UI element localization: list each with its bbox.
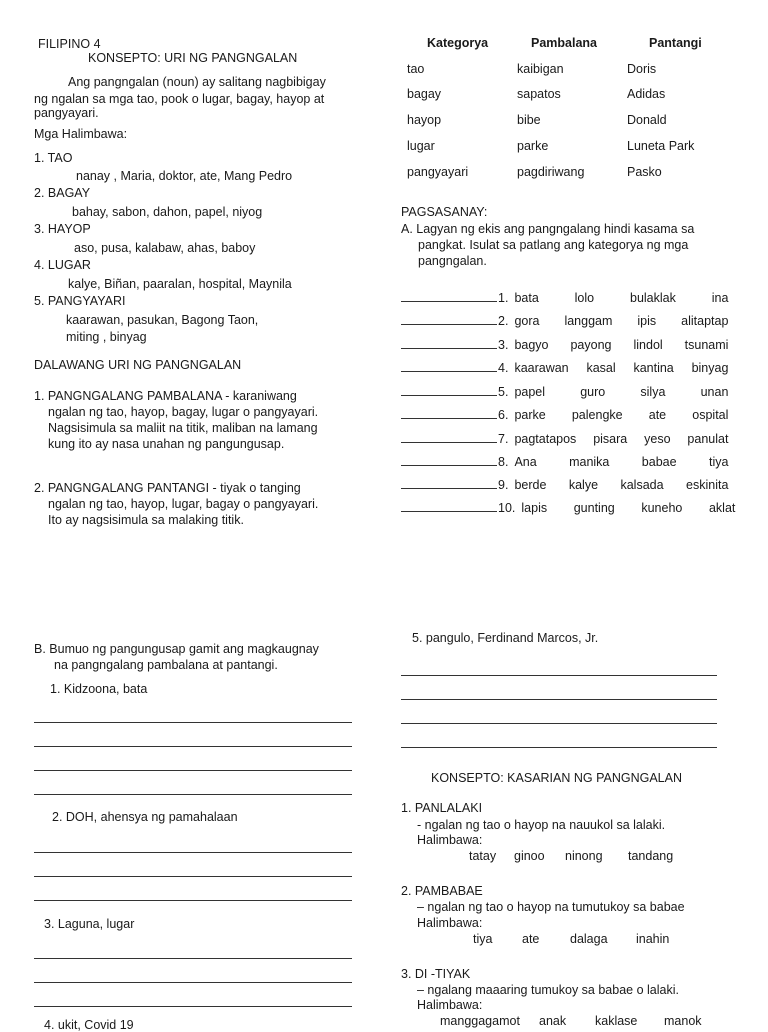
answer-line[interactable] bbox=[34, 770, 352, 771]
kind2-text: Ito ay nagsisimula sa malaking titik. bbox=[48, 513, 244, 527]
gender-example: kaklase bbox=[595, 1014, 638, 1028]
exercise-a-item bbox=[401, 337, 731, 352]
answer-blank[interactable] bbox=[401, 384, 497, 396]
gender-examples-label: Halimbawa: bbox=[417, 833, 483, 847]
table-cell: Doris bbox=[627, 62, 657, 76]
table-header: Pambalana bbox=[531, 36, 598, 50]
answer-blank[interactable] bbox=[401, 477, 497, 489]
category-examples: kalye, Biñan, paaralan, hospital, Maynila bbox=[68, 277, 292, 291]
category-heading: 5. PANGYAYARI bbox=[34, 294, 126, 308]
gender-example: manggagamot bbox=[440, 1014, 520, 1028]
item-number: 10. bbox=[498, 501, 516, 515]
table-cell: Adidas bbox=[627, 87, 666, 101]
word-choice[interactable]: ipis bbox=[637, 314, 657, 328]
word-choice[interactable]: ospital bbox=[692, 408, 729, 422]
word-choice[interactable]: ate bbox=[648, 408, 667, 422]
concept-title: KONSEPTO: URI NG PANGNGALAN bbox=[88, 51, 298, 65]
category-examples: nanay , Maria, doktor, ate, Mang Pedro bbox=[76, 169, 293, 183]
exercise-a-item bbox=[401, 384, 731, 399]
exercise-a-item bbox=[401, 360, 731, 375]
word-group bbox=[514, 314, 728, 328]
answer-line[interactable] bbox=[401, 675, 717, 676]
category-examples: miting , binyag bbox=[66, 330, 147, 344]
word-choice[interactable]: kantina bbox=[633, 361, 674, 375]
category-heading: 3. HAYOP bbox=[34, 222, 91, 236]
word-choice[interactable]: lindol bbox=[633, 338, 663, 352]
item-number: 8. bbox=[498, 455, 509, 469]
gender-example: ninong bbox=[565, 849, 603, 863]
exercise-b-item: 1. Kidzoona, bata bbox=[50, 682, 148, 696]
word-group bbox=[514, 361, 728, 375]
answer-line[interactable] bbox=[34, 746, 352, 747]
category-heading: 4. LUGAR bbox=[34, 258, 91, 272]
item-number: 3. bbox=[498, 338, 509, 352]
word-choice[interactable]: gunting bbox=[573, 501, 615, 515]
word-choice[interactable]: lapis bbox=[521, 501, 548, 515]
kind1-text: 1. PANGNGALANG PAMBALANA - karaniwang bbox=[34, 389, 297, 403]
exercise-a-item bbox=[401, 454, 731, 469]
word-choice[interactable]: bulaklak bbox=[630, 291, 676, 305]
word-group bbox=[514, 478, 728, 492]
answer-blank[interactable] bbox=[401, 500, 497, 512]
exercise-a-instruction: pangkat. Isulat sa patlang ang kategorya ng mga bbox=[418, 238, 689, 252]
word-choice[interactable]: payong bbox=[570, 338, 612, 352]
table-cell: pangyayari bbox=[407, 165, 469, 179]
exercise-a-item bbox=[401, 290, 731, 305]
table-cell: parke bbox=[517, 139, 549, 153]
word-choice[interactable]: aklat bbox=[708, 501, 736, 515]
gender-example: ate bbox=[522, 932, 540, 946]
exercise-a-item bbox=[401, 500, 736, 515]
exercise-b-item: 4. ukit, Covid 19 bbox=[44, 1018, 134, 1032]
word-choice[interactable]: kasal bbox=[586, 361, 616, 375]
answer-line[interactable] bbox=[34, 722, 352, 723]
answer-line[interactable] bbox=[34, 876, 352, 877]
table-cell: hayop bbox=[407, 113, 442, 127]
word-choice[interactable]: babae bbox=[641, 455, 677, 469]
word-choice[interactable]: gora bbox=[514, 314, 540, 328]
answer-line[interactable] bbox=[401, 699, 717, 700]
word-choice[interactable]: ina bbox=[711, 291, 729, 305]
exercise-b-item: 3. Laguna, lugar bbox=[44, 917, 135, 931]
exercise-a-item bbox=[401, 477, 731, 492]
word-choice[interactable]: Ana bbox=[514, 455, 537, 469]
word-choice[interactable]: panulat bbox=[687, 432, 729, 446]
answer-line[interactable] bbox=[34, 900, 352, 901]
word-choice[interactable]: pisara bbox=[593, 432, 628, 446]
intro-text: pangyayari. bbox=[34, 106, 99, 120]
category-heading: 2. BAGAY bbox=[34, 186, 91, 200]
word-choice[interactable]: kalye bbox=[568, 478, 599, 492]
answer-blank[interactable] bbox=[401, 290, 497, 302]
word-choice[interactable]: lolo bbox=[574, 291, 595, 305]
gender-description: – ngalan ng tao o hayop na tumutukoy sa babae bbox=[417, 900, 685, 914]
answer-blank[interactable] bbox=[401, 407, 497, 419]
gender-heading: 3. DI -TIYAK bbox=[401, 967, 471, 981]
answer-blank[interactable] bbox=[401, 454, 497, 466]
word-choice[interactable]: binyag bbox=[691, 361, 729, 375]
two-kinds-title: DALAWANG URI NG PANGNGALAN bbox=[34, 358, 242, 372]
exercise-a-instruction: A. Lagyan ng ekis ang pangngalang hindi kasama sa bbox=[401, 222, 695, 236]
word-choice[interactable]: silya bbox=[640, 385, 666, 399]
word-choice[interactable]: eskinita bbox=[686, 478, 729, 492]
exercise-b-instruction: B. Bumuo ng pangungusap gamit ang magkaugnay bbox=[34, 642, 319, 656]
item-number: 9. bbox=[498, 478, 509, 492]
word-group bbox=[514, 408, 728, 422]
word-choice[interactable]: bata bbox=[514, 291, 539, 305]
answer-blank[interactable] bbox=[401, 337, 497, 349]
word-choice[interactable]: manika bbox=[569, 455, 610, 469]
word-group bbox=[521, 501, 735, 515]
answer-line[interactable] bbox=[401, 747, 717, 748]
exercise-b-instruction: na pangngalang pambalana at pantangi. bbox=[54, 658, 278, 672]
gender-heading: 1. PANLALAKI bbox=[401, 801, 483, 815]
item-number: 4. bbox=[498, 361, 509, 375]
gender-description: - ngalan ng tao o hayop na nauukol sa lalaki. bbox=[417, 818, 666, 832]
gender-example: inahin bbox=[636, 932, 670, 946]
gender-concept-title: KONSEPTO: KASARIAN NG PANGNGALAN bbox=[431, 771, 682, 785]
category-examples: kaarawan, pasukan, Bagong Taon, bbox=[66, 313, 259, 327]
word-choice[interactable]: papel bbox=[514, 385, 546, 399]
word-group bbox=[514, 432, 728, 446]
gender-example: manok bbox=[664, 1014, 702, 1028]
gender-example: tatay bbox=[469, 849, 497, 863]
item-number: 6. bbox=[498, 408, 509, 422]
table-header: Kategorya bbox=[427, 36, 489, 50]
table-cell: Pasko bbox=[627, 165, 662, 179]
table-cell: bagay bbox=[407, 87, 442, 101]
exercise-a-item bbox=[401, 313, 731, 328]
word-group bbox=[514, 291, 728, 305]
item-number: 5. bbox=[498, 385, 509, 399]
item-number: 1. bbox=[498, 291, 509, 305]
category-examples: aso, pusa, kalabaw, ahas, baboy bbox=[74, 241, 256, 255]
exercise-b-item: 5. pangulo, Ferdinand Marcos, Jr. bbox=[412, 631, 599, 645]
answer-blank[interactable] bbox=[401, 313, 497, 325]
gender-example: dalaga bbox=[570, 932, 608, 946]
table-cell: bibe bbox=[517, 113, 541, 127]
gender-examples-label: Halimbawa: bbox=[417, 998, 483, 1012]
word-group bbox=[514, 385, 728, 399]
table-cell: tao bbox=[407, 62, 425, 76]
table-cell: pagdiriwang bbox=[517, 165, 585, 179]
word-choice[interactable]: alitaptap bbox=[681, 314, 729, 328]
word-choice[interactable]: berde bbox=[514, 478, 547, 492]
word-choice[interactable]: tiya bbox=[708, 455, 729, 469]
gender-example: ginoo bbox=[514, 849, 545, 863]
word-choice[interactable]: tsunami bbox=[684, 338, 729, 352]
answer-line[interactable] bbox=[34, 794, 352, 795]
gender-example: tandang bbox=[628, 849, 674, 863]
kind1-text: ngalan ng tao, hayop, bagay, lugar o pangyayari. bbox=[48, 405, 319, 419]
item-number: 7. bbox=[498, 432, 509, 446]
answer-line[interactable] bbox=[34, 1006, 352, 1007]
kind1-text: kung ito ay nasa unahan ng pangungusap. bbox=[48, 437, 285, 451]
word-choice[interactable]: kalsada bbox=[620, 478, 664, 492]
exercise-a-instruction: pangngalan. bbox=[418, 254, 487, 268]
gender-example: tiya bbox=[473, 932, 493, 946]
item-number: 2. bbox=[498, 314, 509, 328]
word-choice[interactable]: pagtatapos bbox=[514, 432, 577, 446]
answer-line[interactable] bbox=[34, 958, 352, 959]
answer-line[interactable] bbox=[34, 852, 352, 853]
word-group bbox=[514, 455, 728, 469]
table-cell: sapatos bbox=[517, 87, 561, 101]
intro-text: ng ngalan sa mga tao, pook o lugar, bagay, hayop at bbox=[34, 92, 325, 106]
pagsasanay-title: PAGSASANAY: bbox=[401, 205, 488, 219]
word-choice[interactable]: palengke bbox=[571, 408, 623, 422]
word-choice[interactable]: parke bbox=[514, 408, 546, 422]
gender-description: – ngalang maaaring tumukoy sa babae o lalaki. bbox=[417, 983, 679, 997]
table-cell: kaibigan bbox=[517, 62, 564, 76]
table-cell: lugar bbox=[407, 139, 435, 153]
kind2-text: 2. PANGNGALANG PANTANGI - tiyak o tanging bbox=[34, 481, 301, 495]
answer-line[interactable] bbox=[401, 723, 717, 724]
gender-examples-label: Halimbawa: bbox=[417, 916, 483, 930]
word-choice[interactable]: yeso bbox=[644, 432, 671, 446]
exercise-b-item: 2. DOH, ahensya ng pamahalaan bbox=[52, 810, 238, 824]
word-choice[interactable]: bagyo bbox=[514, 338, 549, 352]
subject-label: FILIPINO 4 bbox=[38, 37, 101, 51]
word-choice[interactable]: kaarawan bbox=[514, 361, 569, 375]
exercise-a-item bbox=[401, 407, 731, 422]
table-cell: Donald bbox=[627, 113, 667, 127]
word-choice[interactable]: kuneho bbox=[641, 501, 683, 515]
kind2-text: ngalan ng tao, hayop, lugar, bagay o pangyayari. bbox=[48, 497, 319, 511]
examples-label: Mga Halimbawa: bbox=[34, 127, 128, 141]
word-group bbox=[514, 338, 728, 352]
word-choice[interactable]: guro bbox=[580, 385, 606, 399]
answer-blank[interactable] bbox=[401, 360, 497, 372]
word-choice[interactable]: langgam bbox=[564, 314, 613, 328]
exercise-a-item bbox=[401, 431, 731, 446]
table-cell: Luneta Park bbox=[627, 139, 695, 153]
word-choice[interactable]: unan bbox=[700, 385, 729, 399]
gender-heading: 2. PAMBABAE bbox=[401, 884, 483, 898]
table-header: Pantangi bbox=[649, 36, 702, 50]
category-heading: 1. TAO bbox=[34, 151, 73, 165]
gender-example: anak bbox=[539, 1014, 567, 1028]
category-examples: bahay, sabon, dahon, papel, niyog bbox=[72, 205, 263, 219]
answer-blank[interactable] bbox=[401, 431, 497, 443]
kind1-text: Nagsisimula sa maliit na titik, maliban na lamang bbox=[48, 421, 318, 435]
intro-text: Ang pangngalan (noun) ay salitang nagbibigay bbox=[68, 75, 326, 89]
answer-line[interactable] bbox=[34, 982, 352, 983]
